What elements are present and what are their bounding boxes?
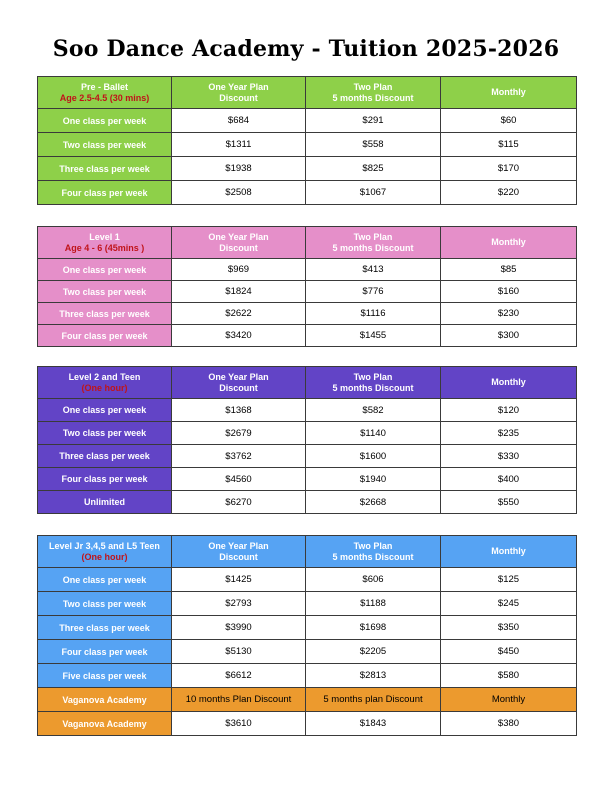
monthly-price: $120	[441, 399, 577, 422]
one-year-price: $969	[172, 259, 306, 281]
monthly-price: $235	[441, 422, 577, 445]
row-label: Four class per week	[38, 325, 172, 347]
table-header-row	[38, 367, 577, 399]
level1-tuition-table	[37, 226, 577, 347]
two-plan-price: $413	[306, 259, 441, 281]
one-year-price: $2508	[172, 181, 306, 205]
one-year-header	[172, 367, 306, 399]
row-label: One class per week	[38, 399, 172, 422]
program-age: Age 2.5-4.5 (30 mins)	[59, 92, 150, 103]
header-line: Two Plan	[353, 371, 393, 382]
table-row	[38, 592, 577, 616]
row-label: Unlimited	[38, 491, 172, 514]
two-plan-header	[306, 367, 441, 399]
header-line: Two Plan	[353, 81, 393, 92]
row-label: Two class per week	[38, 422, 172, 445]
monthly-price: $85	[441, 259, 577, 281]
monthly-price: $170	[441, 157, 577, 181]
two-plan-price: $1940	[306, 468, 441, 491]
monthly-price: $330	[441, 445, 577, 468]
row-label: Four class per week	[38, 181, 172, 205]
program-name-cell	[38, 77, 172, 109]
vaganova-price-row	[38, 712, 577, 736]
row-label: Three class per week	[38, 157, 172, 181]
vaganova-monthly-header: Monthly	[441, 688, 577, 712]
level2-teen-tuition-table	[37, 366, 577, 514]
row-label: Two class per week	[38, 133, 172, 157]
program-name: Level 2 and Teen	[68, 371, 141, 382]
one-year-header	[172, 227, 306, 259]
one-year-price: $1824	[172, 281, 306, 303]
program-age: (One hour)	[81, 551, 128, 562]
vaganova-two-plan-header: 5 months plan Discount	[306, 688, 441, 712]
two-plan-header	[306, 227, 441, 259]
table-row	[38, 181, 577, 205]
program-name: Pre - Ballet	[80, 81, 129, 92]
monthly-price: $350	[441, 616, 577, 640]
row-label: One class per week	[38, 259, 172, 281]
monthly-price: $220	[441, 181, 577, 205]
header-line: 5 months Discount	[332, 382, 414, 393]
header-line: 5 months Discount	[332, 242, 414, 253]
two-plan-price: $1698	[306, 616, 441, 640]
row-label: Vaganova Academy	[38, 712, 172, 736]
monthly-price: $300	[441, 325, 577, 347]
header-line: One Year Plan	[208, 540, 269, 551]
row-label: Three class per week	[38, 445, 172, 468]
two-plan-price: $1455	[306, 325, 441, 347]
row-label: Four class per week	[38, 468, 172, 491]
one-year-price: $1368	[172, 399, 306, 422]
monthly-price: $230	[441, 303, 577, 325]
table-row	[38, 281, 577, 303]
one-year-price: $2679	[172, 422, 306, 445]
two-plan-price: $2205	[306, 640, 441, 664]
program-name: Level 1	[89, 231, 120, 242]
two-plan-price: $1140	[306, 422, 441, 445]
one-year-price: $6612	[172, 664, 306, 688]
monthly-price: $60	[441, 109, 577, 133]
one-year-price: $3762	[172, 445, 306, 468]
two-plan-header	[306, 536, 441, 568]
two-plan-price: $1600	[306, 445, 441, 468]
header-line: Discount	[219, 92, 258, 103]
table-row	[38, 640, 577, 664]
one-year-price: $684	[172, 109, 306, 133]
table-header-row	[38, 227, 577, 259]
table-row	[38, 616, 577, 640]
monthly-price: $580	[441, 664, 577, 688]
table-row	[38, 468, 577, 491]
header-line: Discount	[219, 242, 258, 253]
monthly-header: Monthly	[441, 536, 577, 568]
row-label: Vaganova Academy	[38, 688, 172, 712]
two-plan-price: $2668	[306, 491, 441, 514]
one-year-price: $5130	[172, 640, 306, 664]
header-line: One Year Plan	[208, 371, 269, 382]
monthly-header: Monthly	[441, 367, 577, 399]
table-row	[38, 399, 577, 422]
two-plan-price: $291	[306, 109, 441, 133]
table-row	[38, 445, 577, 468]
program-name: Level Jr 3,4,5 and L5 Teen	[49, 540, 160, 551]
table-row	[38, 325, 577, 347]
one-year-price: $3610	[172, 712, 306, 736]
monthly-price: $550	[441, 491, 577, 514]
page-title: Soo Dance Academy - Tuition 2025-2026	[52, 36, 560, 62]
one-year-price: $2622	[172, 303, 306, 325]
table-row	[38, 133, 577, 157]
two-plan-price: $606	[306, 568, 441, 592]
two-plan-price: $1843	[306, 712, 441, 736]
one-year-price: $4560	[172, 468, 306, 491]
one-year-price: $3990	[172, 616, 306, 640]
two-plan-price: $558	[306, 133, 441, 157]
program-name-cell	[38, 227, 172, 259]
table-row	[38, 259, 577, 281]
table-row	[38, 568, 577, 592]
table-row	[38, 422, 577, 445]
one-year-price: $2793	[172, 592, 306, 616]
table-row	[38, 157, 577, 181]
one-year-price: $1938	[172, 157, 306, 181]
monthly-header: Monthly	[441, 77, 577, 109]
monthly-price: $400	[441, 468, 577, 491]
one-year-header	[172, 77, 306, 109]
one-year-price: $1311	[172, 133, 306, 157]
one-year-price: $3420	[172, 325, 306, 347]
row-label: Two class per week	[38, 281, 172, 303]
two-plan-price: $2813	[306, 664, 441, 688]
monthly-price: $125	[441, 568, 577, 592]
pre-ballet-tuition-table	[37, 76, 577, 205]
monthly-price: $160	[441, 281, 577, 303]
table-row	[38, 303, 577, 325]
table-header-row	[38, 77, 577, 109]
program-age: (One hour)	[81, 382, 128, 393]
header-line: 5 months Discount	[332, 92, 414, 103]
row-label: Four class per week	[38, 640, 172, 664]
row-label: Three class per week	[38, 616, 172, 640]
one-year-header	[172, 536, 306, 568]
monthly-header: Monthly	[441, 227, 577, 259]
table-header-row	[38, 536, 577, 568]
monthly-price: $450	[441, 640, 577, 664]
header-line: 5 months Discount	[332, 551, 414, 562]
two-plan-price: $825	[306, 157, 441, 181]
two-plan-price: $582	[306, 399, 441, 422]
header-line: One Year Plan	[208, 231, 269, 242]
two-plan-price: $1188	[306, 592, 441, 616]
monthly-price: $245	[441, 592, 577, 616]
table-row	[38, 664, 577, 688]
header-line: One Year Plan	[208, 81, 269, 92]
row-label: Three class per week	[38, 303, 172, 325]
level-jr-tuition-table	[37, 535, 577, 736]
row-label: Two class per week	[38, 592, 172, 616]
header-line: Discount	[219, 551, 258, 562]
table-row	[38, 109, 577, 133]
two-plan-price: $1116	[306, 303, 441, 325]
program-age: Age 4 - 6 (45mins )	[64, 242, 145, 253]
program-name-cell	[38, 536, 172, 568]
two-plan-price: $776	[306, 281, 441, 303]
two-plan-price: $1067	[306, 181, 441, 205]
monthly-price: $380	[441, 712, 577, 736]
row-label: Five class per week	[38, 664, 172, 688]
one-year-price: $6270	[172, 491, 306, 514]
header-line: Two Plan	[353, 540, 393, 551]
header-line: Discount	[219, 382, 258, 393]
header-line: Two Plan	[353, 231, 393, 242]
one-year-price: $1425	[172, 568, 306, 592]
monthly-price: $115	[441, 133, 577, 157]
table-row	[38, 491, 577, 514]
row-label: One class per week	[38, 568, 172, 592]
vaganova-header-row	[38, 688, 577, 712]
two-plan-header	[306, 77, 441, 109]
program-name-cell	[38, 367, 172, 399]
row-label: One class per week	[38, 109, 172, 133]
vaganova-one-year-header: 10 months Plan Discount	[172, 688, 306, 712]
